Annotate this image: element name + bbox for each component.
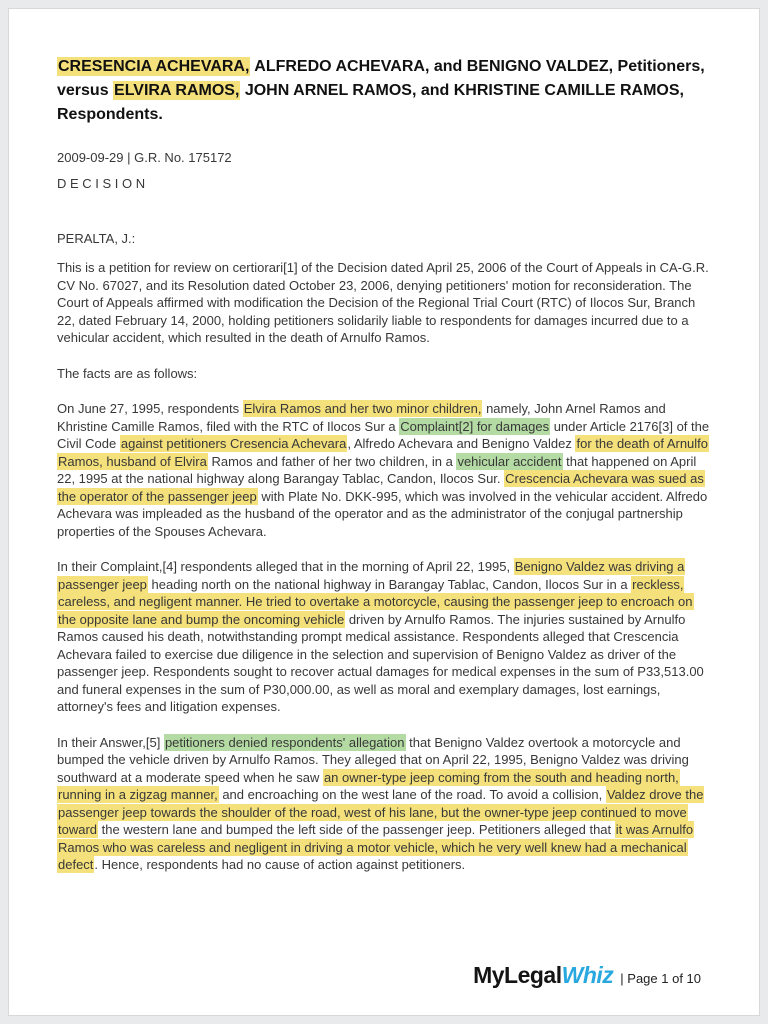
highlighted-text-yellow: an owner-type jeep coming from the south and heading north, running in a zigzag manner, — [58, 769, 679, 802]
text-segment: driven by Arnulfo Ramos. The injuries sustained by Arnulfo Ramos caused his death, notwithstanding prompt medical assistance. Respondents alleged that Crescencia Achevara failed to exercise due diligence in the selection and supervision of Benigno Valdez as driver of the passenger jeep. Respondents sought to recover actual damages for medical expenses in the sum of P33,513.00 and funeral expenses in the sum of P30,000.00, as well as moral and exemplary damages, lost earnings, attorney's fees and litigation expenses. — [57, 611, 704, 714]
text-segment: This is a petition for review on certiorari[1] of the Decision dated April 25, 2006 of the Court of Appeals in CA-G.R. CV No. 67027, and its Resolution dated October 23, 2006, denying petitioners' motion for reconsideration. The Court of Appeals affirmed with modification the Decision of the Regional Trial Court (RTC) of Ilocos Sur, Branch 22, dated February 14, 2000, holding petitioners solidarily liable to respondents for damages incurred due to a vehicular accident, which resulted in the death of Arnulfo Ramos. — [57, 260, 709, 345]
text-segment: that happened on April 22, 1995 at the national highway along Barangay Tablac, Candon, Ilocos Sur. — [57, 453, 697, 486]
paragraph — [57, 400, 711, 540]
highlighted-text-yellow: ELVIRA RAMOS, — [114, 82, 240, 99]
logo-text-whiz: Whiz — [561, 962, 614, 988]
highlighted-text-yellow: Valdez drove the passenger jeep towards the shoulder of the road, west of his lane, but the owner-type jeep continued to move toward — [58, 787, 704, 837]
text-segment: In their Answer,[5] — [57, 734, 164, 750]
paragraph — [57, 734, 711, 874]
highlighted-text-yellow: against petitioners Cresencia Achevara — [120, 436, 347, 451]
case-title — [57, 55, 711, 127]
document-page — [8, 8, 760, 1016]
highlighted-text-yellow: Crescencia Achevara was sued as the operator of the passenger jeep — [58, 471, 704, 504]
text-segment: On June 27, 1995, respondents — [57, 401, 243, 416]
logo-text-mylegal: MyLegal — [473, 962, 562, 988]
highlighted-text-yellow: for the death of Arnulfo Ramos, husband of Elvira — [58, 436, 709, 469]
paragraph — [57, 259, 711, 347]
text-segment: ALFREDO ACHEVARA, and BENIGNO VALDEZ, Petitioners, versus — [57, 58, 705, 99]
text-segment: JOHN ARNEL RAMOS, and KHRISTINE CAMILLE RAMOS, Respondents. — [57, 82, 684, 123]
highlighted-text-yellow: Elvira Ramos and her two minor children, — [243, 401, 482, 416]
text-segment: under Article 2176[3] of the Civil Code — [57, 418, 710, 451]
text-segment: and encroaching on the west lane of the road. To avoid a collision, — [218, 787, 606, 802]
decision-heading: D E C I S I O N — [57, 176, 146, 191]
highlighted-text-green: petitioners denied respondents' allegation — [164, 734, 405, 750]
text-segment: with Plate No. DKK-995, which was involved in the vehicular accident. Alfredo Achevara was impleaded as the husband of the operator and as the administrator of the conjugal partnership properties of the Spouses Achevara. — [57, 488, 708, 539]
document-body — [57, 259, 711, 874]
text-segment: , Alfredo Achevara and Benigno Valdez — [347, 436, 576, 451]
highlighted-text-yellow: it was Arnulfo Ramos who was careless and negligent in driving a motor vehicle, which he very well knew had a mechanical defect — [58, 822, 694, 872]
mylegalwhiz-logo — [473, 962, 614, 988]
highlighted-text-yellow: Benigno Valdez was driving a passenger jeep — [58, 559, 685, 592]
paragraph — [57, 365, 711, 383]
text-segment: . Hence, respondents had no cause of action against petitioners. — [94, 857, 466, 872]
text-segment: namely, John Arnel Ramos and Khristine Camille Ramos, filed with the RTC of Ilocos Sur a — [57, 401, 666, 434]
text-segment: The facts are as follows: — [57, 365, 198, 381]
text-segment: heading north on the national highway in Barangay Tablac, Candon, Ilocos Sur in a — [147, 576, 632, 592]
highlighted-text-green: vehicular accident — [457, 453, 562, 469]
date-gr-number-line: 2009-09-29 | G.R. No. 175172 — [57, 150, 232, 165]
highlighted-text-yellow: reckless, careless, and negligent manner. He tried to overtake a motorcycle, causing the passenger jeep to encroach on the opposite lane and bump the oncoming vehicle — [58, 576, 693, 627]
page-number-label: | Page 1 of 10 — [620, 971, 701, 986]
highlighted-text-yellow: CRESENCIA ACHEVARA, — [58, 58, 250, 75]
page-footer — [473, 962, 701, 989]
ponente-line: PERALTA, J.: — [57, 231, 136, 246]
text-segment: the western lane and bumped the left side of the passenger jeep. Petitioners alleged that — [98, 822, 615, 837]
paragraph — [57, 558, 711, 716]
text-segment: Ramos and father of her two children, in a — [207, 453, 457, 469]
highlighted-text-green: Complaint[2] for damages — [400, 418, 550, 434]
text-segment: In their Complaint,[4] respondents alleged that in the morning of April 22, 1995, — [57, 559, 514, 574]
text-segment: that Benigno Valdez overtook a motorcycle and bumped the vehicle driven by Arnulfo Ramos. They alleged that on April 22, 1995, Benigno Valdez was driving southward at a moderate speed when he saw — [57, 734, 689, 785]
